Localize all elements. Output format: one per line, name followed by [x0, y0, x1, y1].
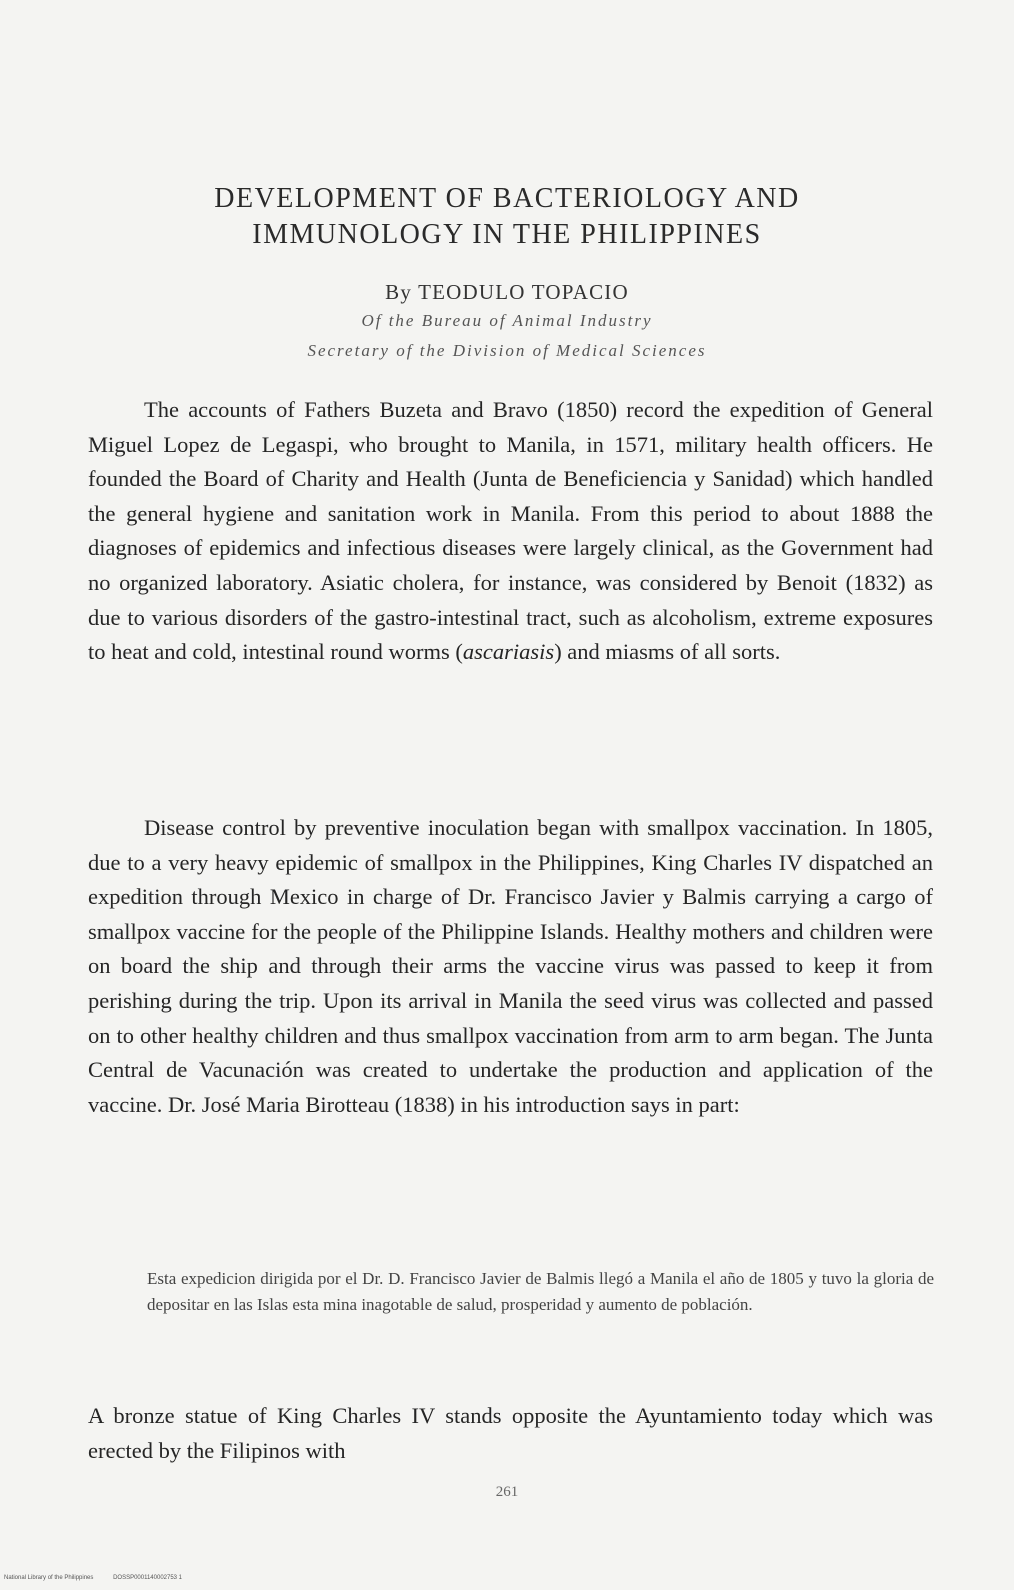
scan-footer: [4, 1575, 200, 1581]
footer-library: National Library of the Philippines: [4, 1575, 94, 1581]
author-byline: By TEODULO TOPACIO: [385, 280, 629, 304]
page-number: 261: [495, 1484, 519, 1500]
article-title: [0, 181, 1014, 253]
title-line-1: DEVELOPMENT OF BACTERIOLOGY AND: [214, 183, 800, 214]
paragraph-1: [88, 393, 933, 670]
title-line-2: IMMUNOLOGY IN THE PHILIPPINES: [252, 219, 762, 250]
author-affiliation-2: Secretary of the Division of Medical Sciences: [307, 341, 707, 360]
paragraph-1-text-a: The accounts of Fathers Buzeta and Bravo (1850) record the expedition of General Miguel Lopez de Legaspi, who brought to Manila, in 1571, military health officers. He founded the Board of Charity and Health (Junta de Beneficiencia y Sanidad) which handled the general hygiene and sanitation work in Manila. From this period to about 1888 the diagnoses of epidemics and infectious diseases were largely clinical, as the Government had no organized laboratory. Asiatic cholera, for instance, was considered by Benoit (1832) as due to various disorders of the gastro-intestinal tract, such as alcoholism, extreme exposures to heat and cold, intestinal round worms (: [88, 397, 933, 665]
block-quote: Esta expedicion dirigida por el Dr. D. Francisco Javier de Balmis llegó a Manila el año de 1805 y tuvo la gloria de depositar en las Islas esta mina inagotable de salud, prosperidad y aumento de población.: [147, 1269, 934, 1314]
paragraph-3: A bronze statue of King Charles IV stands opposite the Ayuntamiento today which was erected by the Filipinos with: [88, 1403, 933, 1463]
paragraph-2: [88, 811, 933, 1122]
paragraph-2-text: Disease control by preventive inoculation began with smallpox vaccination. In 1805, due to a very heavy epidemic of smallpox in the Philippines, King Charles IV dispatched an expedition through Mexico in charge of Dr. Francisco Javier y Balmis carrying a cargo of smallpox vaccine for the people of the Philippine Islands. Healthy mothers and children were on board the ship and through their arms the vaccine virus was passed to keep it from perishing during the trip. Upon its arrival in Manila the seed virus was collected and passed on to other healthy children and thus smallpox vaccination from arm to arm began. The Junta Central de Vacunación was created to undertake the production and application of the vaccine. Dr. José Maria Birotteau (1838) in his introduction says in part:: [88, 815, 933, 1117]
paragraph-1-italic-term: ascariasis: [462, 639, 555, 665]
author-affiliation-1: Of the Bureau of Animal Industry: [361, 311, 653, 330]
footer-code: DOSSP0001140002753 1: [113, 1575, 183, 1581]
paragraph-1-text-b: ) and miasms of all sorts.: [554, 639, 781, 665]
